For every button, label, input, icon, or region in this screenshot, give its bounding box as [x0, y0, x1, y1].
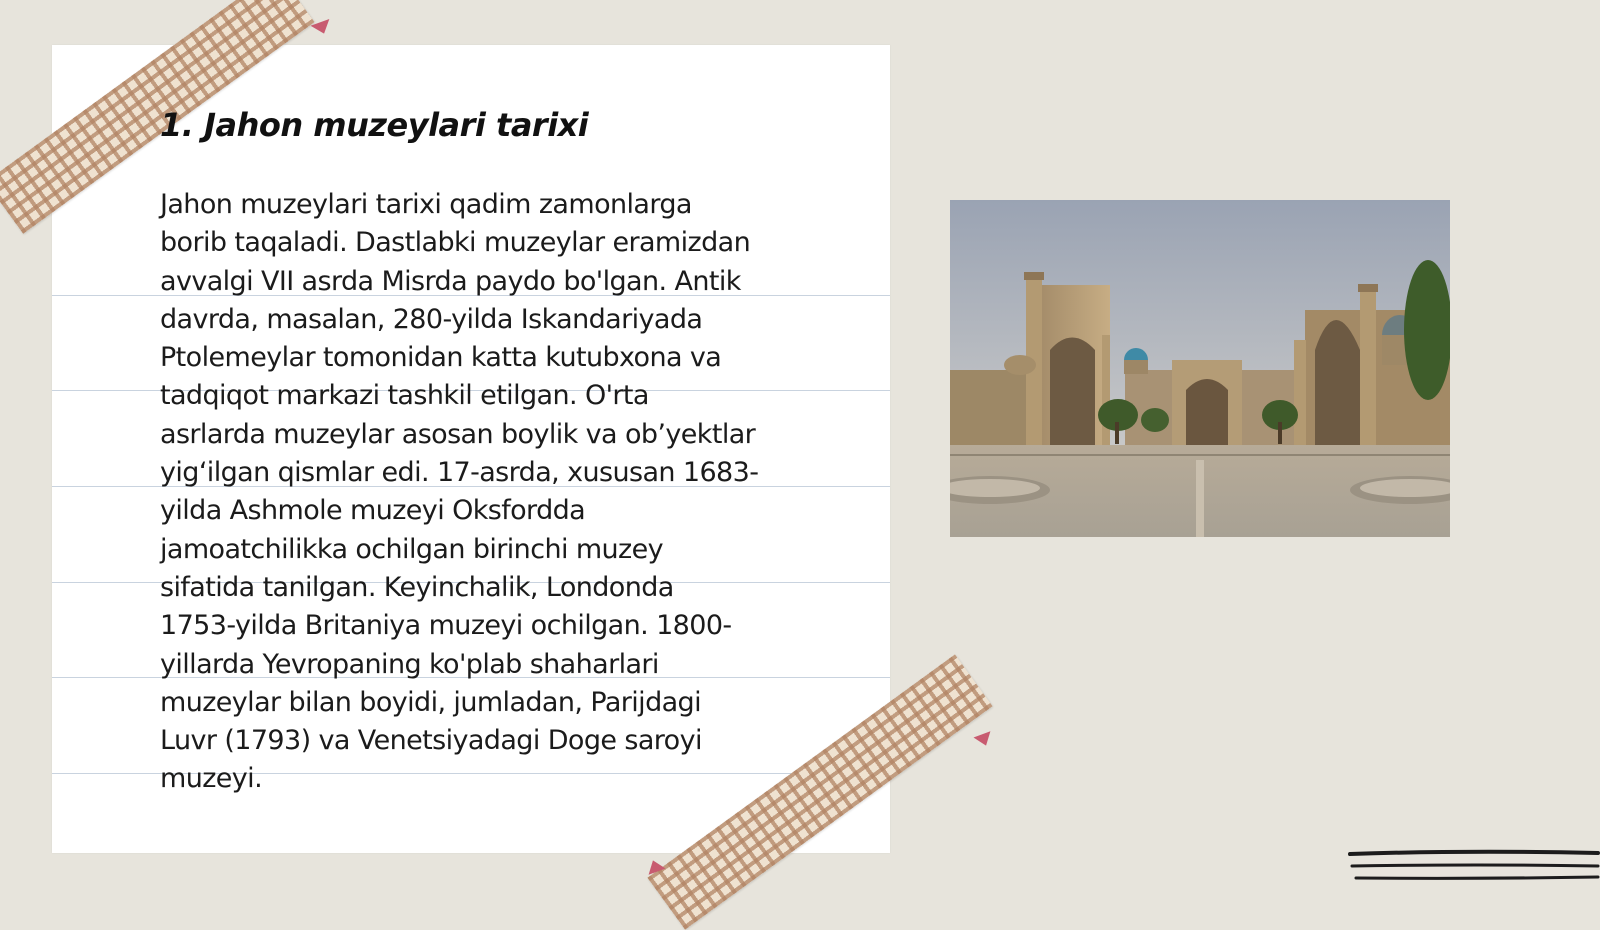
- body-line: muzeyi.: [160, 763, 263, 795]
- body-line: muzeylar bilan boyidi, jumladan, Parijdagi: [160, 686, 701, 718]
- body-line: Jahon muzeylari tarixi qadim zamonlarga: [160, 189, 692, 220]
- slide-body-text: [160, 186, 850, 799]
- decorative-scribble-lines: [1348, 848, 1600, 888]
- body-line: davrda, masalan, 280-yilda Iskandariyada: [160, 303, 703, 335]
- body-line: Ptolemeylar tomonidan katta kutubxona va: [160, 342, 722, 374]
- body-line: tadqiqot markazi tashkil etilgan. O'rta: [160, 380, 649, 412]
- body-line: jamoatchilikka ochilgan birinchi muzey: [160, 533, 664, 565]
- body-line: yilda Ashmole muzeyi Oksfordda: [160, 495, 586, 527]
- body-line: 1753-yilda Britaniya muzeyi ochilgan. 1800-: [160, 610, 732, 642]
- body-line: asrlarda muzeylar asosan boylik va ob’yektlar: [160, 418, 756, 450]
- body-line: yig‘ilgan qismlar edi. 17-asrda, xususan 1683-: [160, 457, 759, 489]
- body-line: sifatida tanilgan. Keyinchalik, Londonda: [160, 571, 674, 603]
- body-line: yillarda Yevropaning ko'plab shaharlari: [160, 648, 659, 680]
- slide-title: 1. Jahon muzeylari tarixi: [160, 106, 589, 144]
- pin-icon: [973, 731, 994, 748]
- registan-square-photo: [950, 200, 1450, 537]
- body-line: avvalgi VII asrda Misrda paydo bo'lgan. Antik: [160, 265, 741, 297]
- body-line: Luvr (1793) va Venetsiyadagi Doge saroyi: [160, 725, 702, 757]
- body-line: borib taqaladi. Dastlabki muzeylar eramizdan: [160, 227, 751, 259]
